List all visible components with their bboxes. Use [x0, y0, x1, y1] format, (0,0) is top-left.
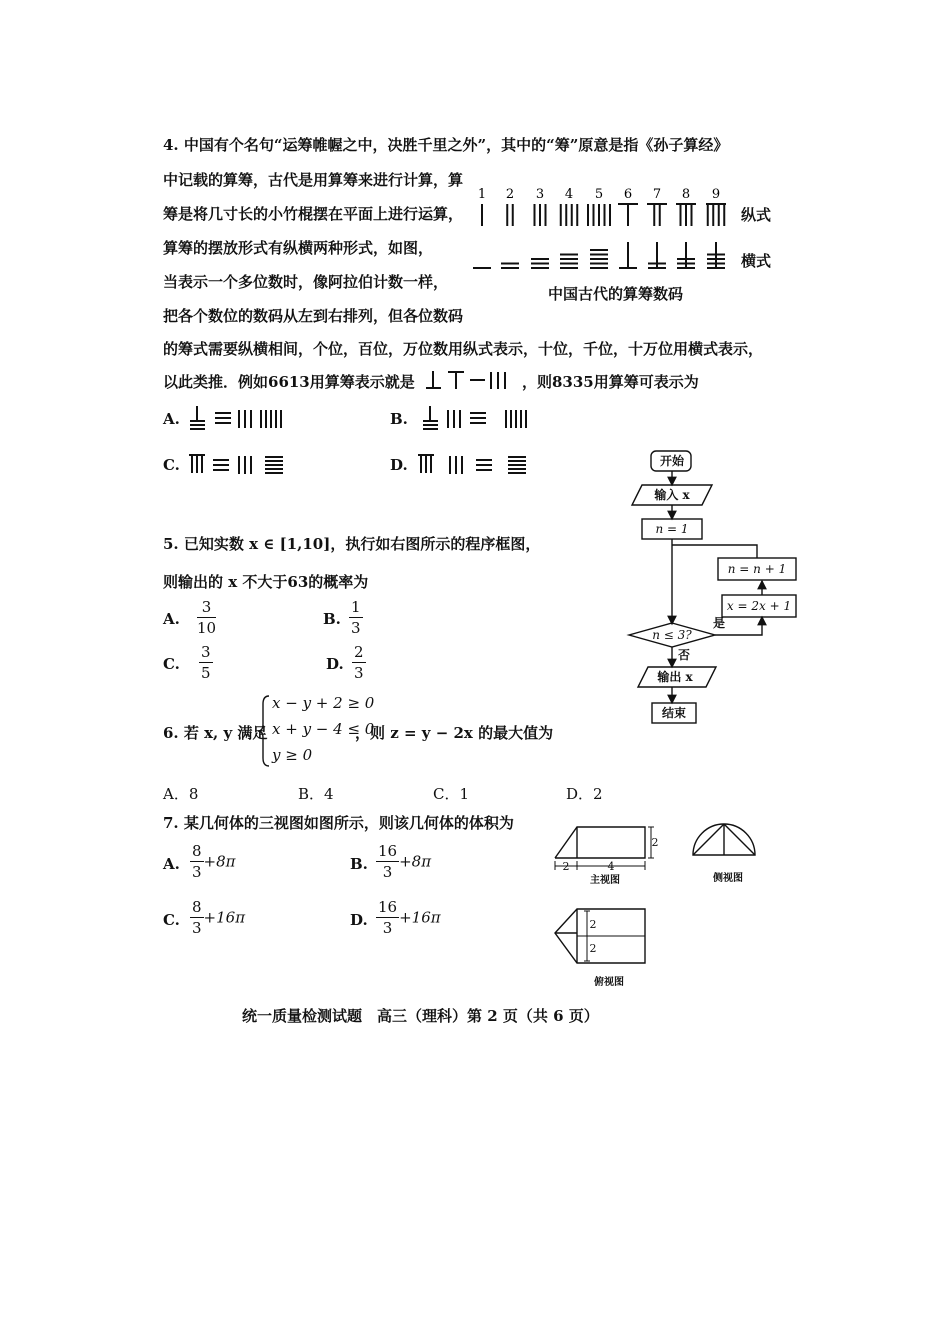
q4-line-4: 算筹的摆放形式有纵横两种形式，如图， — [163, 239, 434, 257]
q4-option-a-label: A. — [163, 410, 180, 428]
top-dim-2-lower: 2 — [589, 942, 597, 955]
page-footer: 统一质量检测试题 高三（理科）第 2 页（共 6 页） — [242, 1007, 599, 1025]
q4-option-b-rods — [414, 404, 534, 432]
flow-init-text: n = 1 — [655, 522, 689, 536]
rod-digit-8: 8 — [681, 187, 691, 202]
q6-option-a: A．8 — [163, 785, 199, 803]
q4-option-c-rods — [187, 451, 297, 479]
rod-digit-1: 1 — [477, 187, 487, 202]
flow-yes-text: 是 — [712, 616, 726, 630]
top-dim-2-upper: 2 — [589, 918, 597, 931]
q6-constraint-1: x − y + 2 ≥ 0 — [272, 694, 375, 712]
side-view-caption: 侧视图 — [713, 873, 743, 884]
q4-line-5: 当表示一个多位数时，像阿拉伯计数一样， — [163, 273, 449, 291]
q7-option-a-expr — [190, 842, 236, 881]
q7-option-a-label: A. — [163, 855, 180, 873]
flow-end-text: 结束 — [661, 706, 687, 720]
flow-no-text: 否 — [677, 648, 691, 662]
three-view-drawing — [545, 815, 785, 995]
q6-lead: 6. 若 x, y 满足 — [163, 724, 268, 742]
q7-option-d-label: D. — [350, 911, 368, 929]
q5-c-num: 3 — [201, 643, 211, 661]
q5-a-den: 10 — [197, 619, 217, 637]
front-view — [555, 827, 645, 858]
q4-option-d-label: D. — [390, 456, 408, 474]
rod-digit-7: 7 — [652, 187, 662, 202]
q7-b-rest: +8π — [399, 852, 432, 871]
rod-digit-4: 4 — [564, 187, 574, 202]
q7-option-c-expr — [190, 898, 245, 937]
rod-digit-5: 5 — [594, 187, 604, 202]
rod-digit-2: 2 — [505, 187, 515, 202]
q5-option-a-fraction — [197, 598, 216, 637]
q7-a-rest: +8π — [203, 852, 236, 871]
front-dim-2: 2 — [651, 836, 659, 849]
q7-b-num: 16 — [378, 842, 398, 860]
front-dim-bottom-4: 4 — [607, 860, 615, 873]
top-view-caption: 俯视图 — [594, 977, 624, 988]
q5-option-b-label: B. — [323, 610, 341, 628]
q5-line-1: 5. 已知实数 x ∈ [1,10]，执行如右图所示的程序框图， — [163, 535, 541, 553]
q5-d-num: 2 — [354, 643, 364, 661]
flow-output-text: 输出 x — [657, 670, 693, 684]
q5-option-b-fraction — [349, 598, 363, 637]
q5-b-den: 3 — [351, 619, 361, 637]
q5-line-2: 则输出的 x 不大于63的概率为 — [163, 573, 369, 591]
q5-a-num: 3 — [197, 598, 216, 618]
q7-c-rest: +16π — [203, 908, 246, 927]
q4-line-6: 把各个数位的数码从左到右排列，但各位数码 — [163, 307, 464, 325]
q7-c-num: 8 — [192, 898, 202, 916]
q6-option-c: C．1 — [433, 785, 470, 803]
q5-option-d-label: D. — [326, 655, 344, 673]
q7-d-rest: +16π — [399, 908, 441, 927]
q4-line-2: 中记载的算筹，古代是用算筹来进行计算，算 — [163, 171, 464, 189]
q5-option-d-fraction — [352, 643, 366, 682]
rod-digit-6: 6 — [623, 187, 633, 202]
q4-option-c-label: C. — [163, 456, 180, 474]
rod-example-6613 — [425, 369, 515, 391]
q7-d-num: 16 — [378, 898, 398, 916]
flow-update-text: x = 2x + 1 — [726, 599, 792, 613]
q5-b-num: 1 — [351, 598, 361, 616]
q6-constraint-2: x + y − 4 ≤ 0 — [272, 720, 375, 738]
flow-start-text: 开始 — [659, 454, 685, 468]
q7-a-den: 3 — [192, 863, 202, 881]
q7-b-den: 3 — [382, 863, 393, 881]
q5-c-den: 5 — [201, 664, 211, 682]
q4-line-3: 筹是将几寸长的小竹棍摆在平面上进行运算， — [163, 205, 464, 223]
q4-line-1: 4. 中国有个名句“运筹帷幄之中，决胜千里之外”，其中的“筹”原意是指《孙子算经》 — [163, 136, 729, 154]
rod-digit-3: 3 — [535, 187, 545, 202]
q4-line-8a: 以此类推．例如6613用算筹表示就是 — [163, 373, 415, 391]
q5-d-den: 3 — [354, 664, 364, 682]
q4-line-8b: ，则8335用算筹可表示为 — [522, 373, 699, 391]
q7-option-d-expr — [376, 898, 441, 937]
front-view-caption: 主视图 — [590, 875, 620, 886]
q6-constraint-3: y ≥ 0 — [272, 746, 313, 764]
q5-option-c-fraction — [199, 643, 213, 682]
q5-option-c-label: C. — [163, 655, 180, 673]
q6-option-b: B．4 — [298, 785, 334, 803]
flowchart — [620, 445, 810, 735]
front-dim-bottom-2: 2 — [562, 860, 570, 873]
q4-option-d-rods — [414, 451, 534, 479]
q4-line-7: 的筹式需要纵横相间，个位，百位，万位数用纵式表示，十位，千位，十万位用横式表示， — [163, 340, 764, 358]
rod-table-caption: 中国古代的算筹数码 — [548, 285, 684, 303]
label-horizontal-form: 横式 — [741, 252, 772, 270]
q6-tail: ，则 z = y − 2x 的最大值为 — [355, 724, 554, 742]
q7-stem: 7. 某几何体的三视图如图所示，则该几何体的体积为 — [163, 814, 514, 832]
rod-digit-9: 9 — [711, 187, 721, 202]
q6-brace — [257, 694, 271, 768]
flow-input-text: 输入 x — [654, 488, 690, 502]
q4-option-a-rods — [187, 404, 297, 432]
flow-increment-text: n = n + 1 — [727, 562, 787, 576]
q7-option-c-label: C. — [163, 911, 180, 929]
flow-condition-text: n ≤ 3? — [652, 628, 692, 642]
label-vertical-form: 纵式 — [741, 206, 772, 224]
q7-c-den: 3 — [192, 919, 202, 937]
q4-option-b-label: B. — [390, 410, 408, 428]
q5-option-a-label: A. — [163, 610, 180, 628]
q7-option-b-expr — [376, 842, 431, 881]
q7-option-b-label: B. — [350, 855, 368, 873]
q7-d-den: 3 — [382, 919, 393, 937]
q6-option-d: D．2 — [566, 785, 603, 803]
q7-a-num: 8 — [192, 842, 202, 860]
